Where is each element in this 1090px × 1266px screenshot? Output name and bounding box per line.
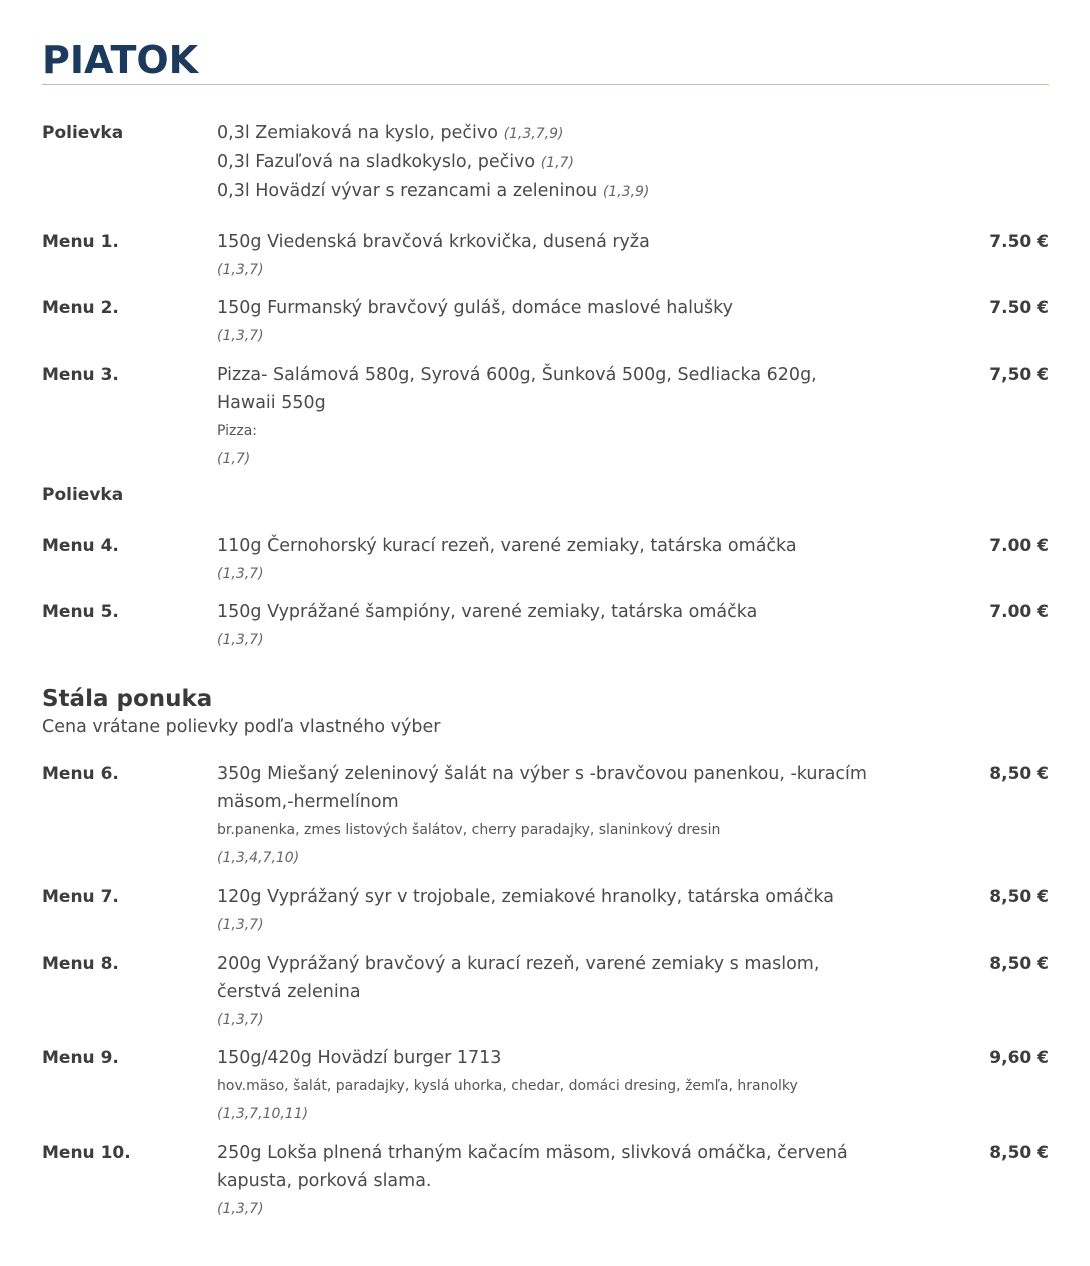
menu-label: Menu 4. [42,536,119,556]
allergens: (1,3,9) [602,184,650,200]
menu-label: Menu 10. [42,1143,131,1163]
menu-note: Pizza: [217,423,258,439]
menu-item [42,598,1049,654]
menu-item [42,361,1049,473]
menu-label: Menu 2. [42,298,119,318]
menu-price: 7,50 € [989,365,1049,385]
day-title: PIATOK [42,38,199,82]
menu-item [42,228,1049,284]
allergens: (1,3,7) [217,566,264,582]
menu-description: 150g/420g Hovädzí burger 1713 [217,1048,502,1068]
allergens: (1,7) [540,155,574,171]
menu-description: 150g Vyprážané šampióny, varené zemiaky, tatárska omáčka [217,602,758,622]
section-subtitle: Cena vrátane polievky podľa vlastného výber [42,717,441,737]
allergens: (1,3,7) [217,328,264,344]
menu-price: 7.00 € [989,536,1049,556]
menu-item [42,294,1049,350]
menu-label: Menu 5. [42,602,119,622]
menu-description: 150g Viedenská bravčová krkovička, dusená ryža [217,232,650,252]
menu-note: br.panenka, zmes listových šalátov, cherry paradajky, slaninkový dresin [217,822,721,838]
menu-price: 8,50 € [989,1143,1049,1163]
menu-description: 120g Vyprážaný syr v trojobale, zemiakové hranolky, tatárska omáčka [217,887,834,907]
menu-label: Menu 8. [42,954,119,974]
menu-price: 9,60 € [989,1048,1049,1068]
menu-item [42,883,1049,939]
allergens: (1,7) [217,451,251,467]
allergens: (1,3,7,9) [503,126,564,142]
menu-price: 8,50 € [989,954,1049,974]
menu-label: Menu 3. [42,365,119,385]
standing-offer-header [42,684,1049,740]
allergens: (1,3,7) [217,1201,264,1217]
menu-note: hov.mäso, šalát, paradajky, kyslá uhorka, chedar, domáci dresing, žemľa, hranolky [217,1078,798,1094]
menu-description: 200g Vyprážaný bravčový a kurací rezeň, varené zemiaky s maslom, čerstvá zelenina [217,954,820,1002]
soup-item: 0,3l Hovädzí vývar s rezancami a zeleninou (1,3,9) [217,181,650,201]
menu-description: 350g Miešaný zeleninový šalát na výber s -bravčovou panenkou, -kuracím mäsom,-hermelínom [217,764,867,812]
menu-label: Menu 9. [42,1048,119,1068]
section-title: Stála ponuka [42,686,213,712]
menu-price: 7.00 € [989,602,1049,622]
menu-item [42,532,1049,588]
soup2-label: Polievka [42,485,124,505]
menu-item [42,760,1049,872]
soup-label: Polievka [42,123,124,143]
menu-price: 7.50 € [989,232,1049,252]
soup-item: 0,3l Zemiaková na kyslo, pečivo (1,3,7,9) [217,123,564,143]
soup-row [42,119,1049,206]
menu-price: 7.50 € [989,298,1049,318]
allergens: (1,3,7) [217,917,264,933]
menu-item [42,1044,1049,1128]
allergens: (1,3,7) [217,262,264,278]
menu-description: 150g Furmanský bravčový guláš, domáce maslové halušky [217,298,734,318]
allergens: (1,3,4,7,10) [217,850,300,866]
menu-description: 110g Černohorský kurací rezeň, varené zemiaky, tatárska omáčka [217,536,797,556]
menu-label: Menu 6. [42,764,119,784]
menu-description: Pizza- Salámová 580g, Syrová 600g, Šunková 500g, Sedliacka 620g, Hawaii 550g [217,365,817,413]
allergens: (1,3,7) [217,1012,264,1028]
menu-item [42,950,1049,1034]
title-divider [42,84,1049,85]
menu-price: 8,50 € [989,887,1049,907]
menu-item [42,1139,1049,1223]
allergens: (1,3,7) [217,632,264,648]
allergens: (1,3,7,10,11) [217,1106,309,1122]
menu-label: Menu 7. [42,887,119,907]
soup2-row [42,481,1049,509]
soup-list [217,119,1049,206]
soup-item: 0,3l Fazuľová na sladkokyslo, pečivo (1,7) [217,152,574,172]
menu-label: Menu 1. [42,232,119,252]
menu-description: 250g Lokša plnená trhaným kačacím mäsom, slivková omáčka, červená kapusta, porková slama. [217,1143,848,1191]
menu-price: 8,50 € [989,764,1049,784]
